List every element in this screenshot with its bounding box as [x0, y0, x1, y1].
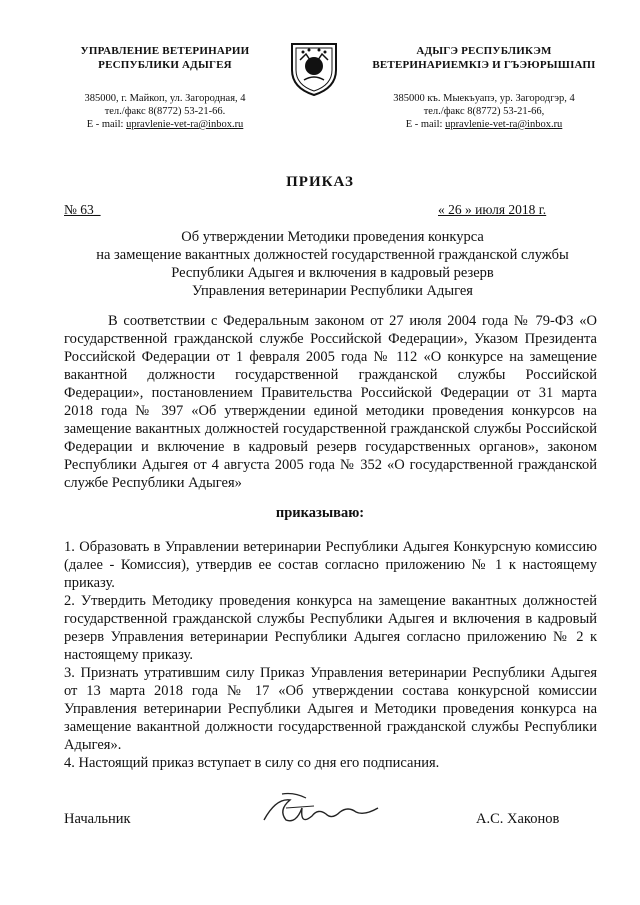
order-point: 2. Утвердить Методику проведения конкурса на замещение вакантных должностей государственной гражданской службы Республики Адыгея и включения в кадровый резерв Управления ветеринарии Республики Адыгея согласно приложению № 2 к настоящему приказу. — [64, 593, 597, 663]
phone: тел./факс 8(8772) 53-21-66, — [423, 106, 545, 117]
address: 385000 къ. Мыекъуапэ, ур. Загородгэр, 4 — [393, 93, 575, 104]
order-title: ПРИКАЗ — [286, 174, 354, 190]
order-point: 3. Признать утратившим силу Приказ Управления ветеринарии Республики Адыгея от 13 марта 2018 года № 17 «Об утверждении состава конкурсной комиссии Управления ветеринарии Республики Адыгея и Методики проведения конкурса на замещение вакантной должности государственной гражданской службы Республики Адыгея». — [64, 665, 597, 753]
email-line: E - mail: upravlenie-vet-ra@inbox.ru — [405, 119, 563, 130]
order-date: « 26 » июля 2018 г. — [438, 202, 547, 217]
org-name-ru: УПРАВЛЕНИЕ ВЕТЕРИНАРИИ РЕСПУБЛИКИ АДЫГЕЯ — [80, 45, 250, 71]
address: 385000, г. Майкоп, ул. Загородная, 4 — [84, 93, 246, 104]
order-point: 1. Образовать в Управлении ветеринарии Республики Адыгея Конкурсную комиссию (далее - Комиссия), утвердив ее состав согласно приложению № 1 к настоящему приказу. — [64, 539, 597, 591]
decree-word: приказываю: — [275, 505, 365, 521]
preamble — [64, 312, 597, 492]
signatory-role: Начальник — [64, 811, 131, 827]
email-line: E - mail: upravlenie-vet-ra@inbox.ru — [86, 119, 244, 130]
header-left — [52, 44, 278, 131]
preamble-text: В соответствии с Федеральным законом от 27 июля 2004 года № 79-ФЗ «О государственной гражданской службе Российской Федерации», Указом Президента Российской Федерации от 1 февраля 2005 года № 112 «О конкурсе на замещение вакантной должности государственной гражданской службы Российской Федерации», постановлением Правительства Российской Федерации от 31 марта 2018 года № 397 «Об утверждении единой методики проведения конкурсов на замещение вакантных должностей государственной гражданской службы Российской Федерации и включение в кадровый резерв государственных органов», законом Республики Адыгея от 4 августа 2005 года № 352 «О государственной гражданской службе Республики Адыгея» — [64, 313, 597, 491]
org-address-ady — [356, 92, 612, 131]
coat-of-arms-icon — [286, 40, 342, 98]
order-number: № 63_ — [64, 202, 101, 217]
org-address-ru — [52, 92, 278, 131]
org-name-ady: АДЫГЭ РЕСПУБЛИКЭМ ВЕТЕРИНАРИЕМКIЭ И ГЪЭЮРЫШIАПI — [372, 45, 596, 71]
order-point: 4. Настоящий приказ вступает в силу со дня его подписания. — [64, 755, 440, 771]
phone: тел./факс 8(8772) 53-21-66. — [104, 106, 226, 117]
header-right — [356, 44, 612, 131]
email-link[interactable]: upravlenie-vet-ra@inbox.ru — [445, 119, 563, 130]
signature-image — [256, 790, 386, 830]
order-subject: Об утверждении Методики проведения конкурса на замещение вакантных должностей государственной гражданской службы Республики Адыгея и включения в кадровый резерв Управления ветеринарии Республики Адыгея — [96, 229, 569, 299]
email-link[interactable]: upravlenie-vet-ra@inbox.ru — [126, 119, 244, 130]
order-points — [64, 538, 597, 772]
signatory-name: А.С. Хаконов — [476, 811, 560, 827]
